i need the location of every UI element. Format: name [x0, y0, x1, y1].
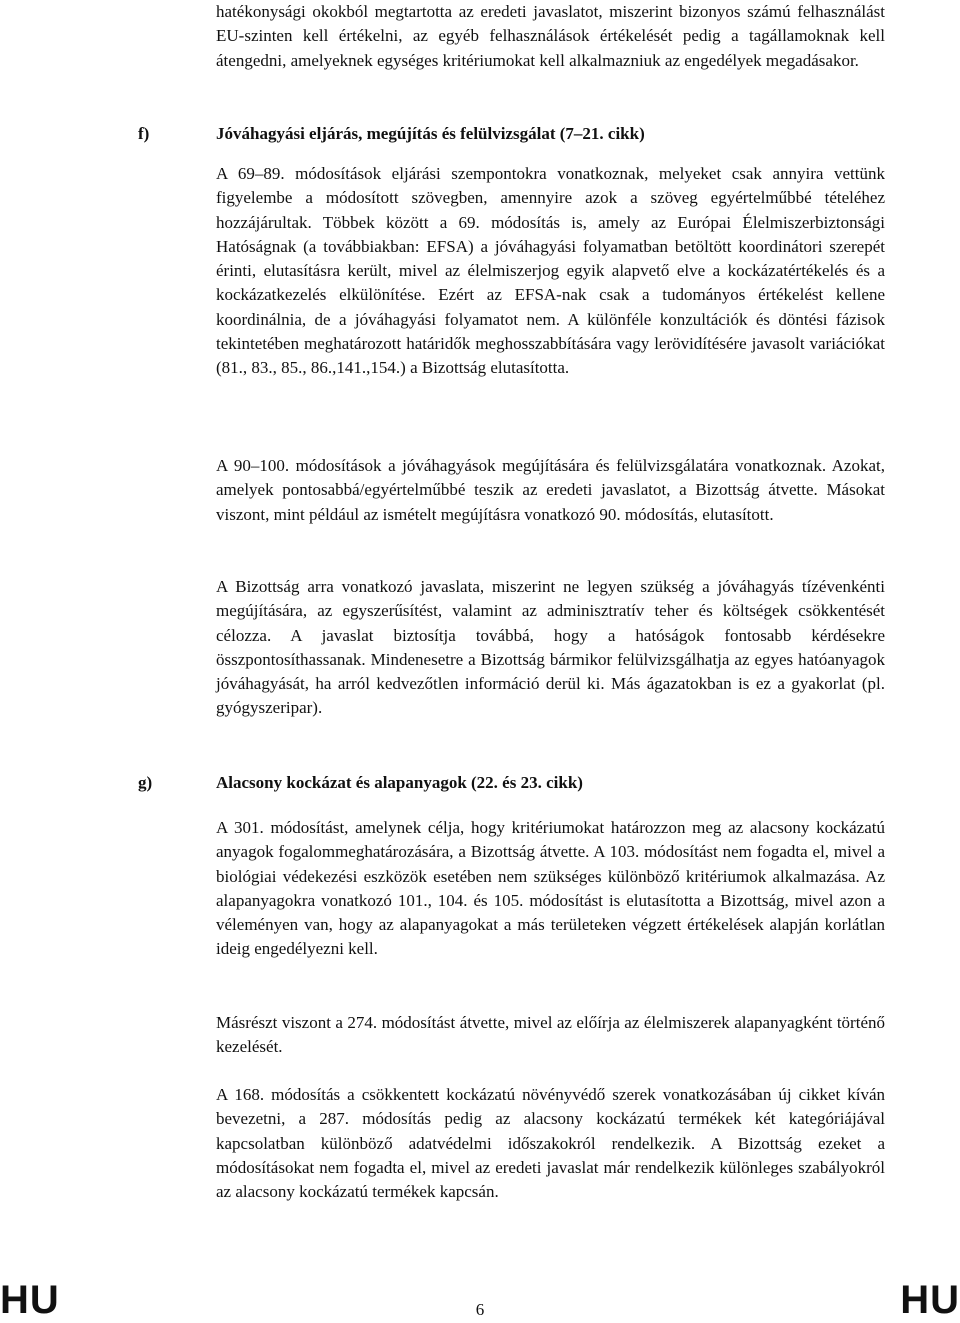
paragraph-f-2: A 90‒100. módosítások a jóváhagyások megújítására és felülvizsgálatára vonatkoznak. Azokat, amelyek pontosabbá/egyértelműbbé teszik az eredeti javaslatot, a Bizottság átvette. Másokat viszont, mint például az ismételt megújításra vonatkozó 90. módosítás, elutasított. — [216, 456, 885, 524]
footer-language-left: HU — [0, 1278, 60, 1322]
paragraph-intro: hatékonysági okokból megtartotta az eredeti javaslatot, miszerint bizonyos számú felhasználást EU-szinten kell értékelni, az egyéb felhasználások értékelését pedig a tagállamoknak kell átengedni, amelyeknek egységes kritériumokat kell alkalmazniuk az engedélyek megadásakor. — [216, 2, 885, 70]
page-number: 6 — [475, 1300, 485, 1319]
section-marker-f: f) — [138, 124, 150, 143]
paragraph-f-3: A Bizottság arra vonatkozó javaslata, miszerint ne legyen szükség a jóváhagyás tízévenkénti megújítására, az egyszerűsítést, valamint az adminisztratív teher és költségek csökkentését célozza. A javaslat biztosítja továbbá, hogy a hatóságok fontosabb kérdésekre összpontosíthassanak. Mindenesetre a Bizottság bármikor felülvizsgálhatja az egyes hatóanyagok jóváhagyását, ha arról kedvezőtlen információ derül ki. Más ágazatokban is ez a gyakorlat (pl. gyógyszeripar). — [216, 577, 885, 718]
footer-language-right: HU — [900, 1278, 960, 1322]
paragraph-g-1: A 301. módosítást, amelynek célja, hogy kritériumokat határozzon meg az alacsony kockázatú anyagok fogalommeghatározására, a Bizottság átvette. A 103. módosítást nem fogadta el, mivel a biológiai védekezési eszközök esetében nem szükséges különböző kritériumok alkalmazása. Az alapanyagokra vonatkozó 101., 104. és 105. módosítást is elutasította a Bizottság, mivel azon a véleményen van, hogy az alapanyagokat a más területeken végzett értékelések alapján korlátlan ideig engedélyezni kell. — [216, 818, 885, 959]
section-title-g: Alacsony kockázat és alapanyagok (22. és 23. cikk) — [216, 773, 583, 792]
paragraph-g-3: A 168. módosítás a csökkentett kockázatú növényvédő szerek vonatkozásában új cikket kíván bevezetni, a 287. módosítás pedig az alacsony kockázatú termékek két kategóriájával kapcsolatban különböző adatvédelmi időszakokról rendelkezik. A Bizottság ezeket a módosításokat nem fogadta el, mivel az eredeti javaslat már rendelkezik különleges szabályokról az alacsony kockázatú termékek kapcsán. — [216, 1085, 885, 1202]
paragraph-g-2: Másrészt viszont a 274. módosítást átvette, mivel az előírja az élelmiszerek alapanyagként történő kezelését. — [216, 1013, 885, 1057]
section-title-f: Jóváhagyási eljárás, megújítás és felülvizsgálat (7‒21. cikk) — [216, 124, 645, 143]
section-marker-g: g) — [138, 773, 153, 792]
paragraph-f-1: A 69‒89. módosítások eljárási szempontokra vonatkoznak, melyeket csak annyira vettünk figyelembe a módosított szövegben, amennyire azok a szöveg egyértelműbbé tételéhez hozzájárultak. Többek között a 69. módosítás is, amely az Európai Élelmiszerbiztonsági Hatóságnak (a továbbiakban: EFSA) a jóváhagyási folyamatban betöltött koordinátori szerepét érinti, elutasításra került, mivel az élelmiszerjog egyik alapvető elve a kockázatértékelés és a kockázatkezelés elkülönítése. Ezért az EFSA-nak csak a tudományos értékelést kellene koordinálnia, de a jóváhagyási folyamatot nem. A különféle konzultációk és döntési fázisok tekintetében meghatározott határidők meghosszabbítására vagy lerövidítésére javasolt variációkat (81., 83., 85., 86.,141.,154.) a Bizottság elutasította. — [216, 164, 885, 378]
